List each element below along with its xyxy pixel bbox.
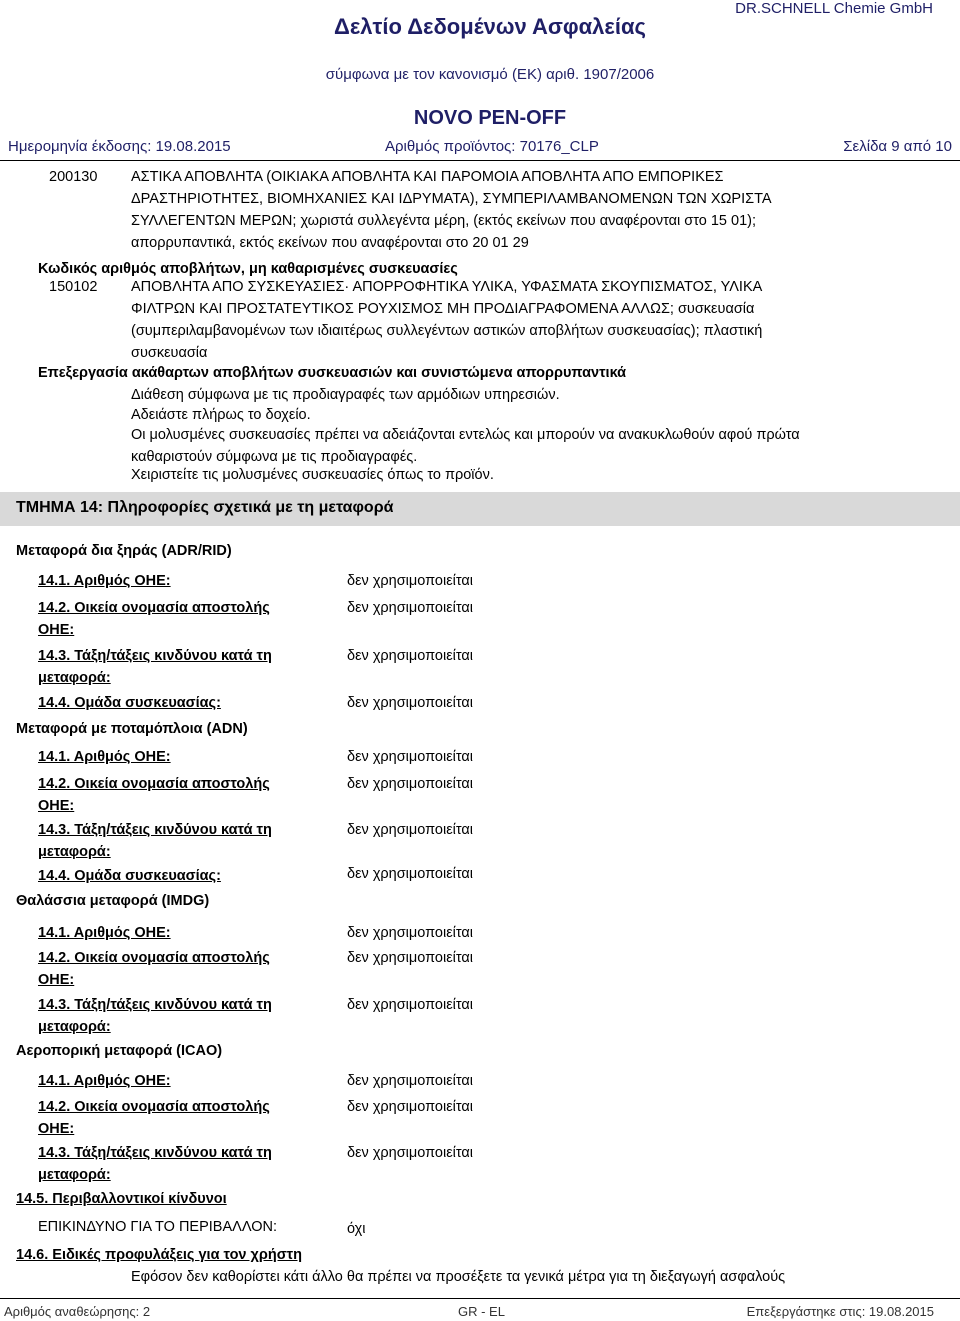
transport-group-heading: Θαλάσσια μεταφορά (IMDG) bbox=[16, 893, 210, 909]
transport-group-heading: Μεταφορά με ποταμόπλοια (ADN) bbox=[16, 721, 248, 737]
treatment-text: Διάθεση σύμφωνα με τις προδιαγραφές των αρμόδιων υπηρεσιών. bbox=[131, 387, 560, 403]
footer-divider bbox=[0, 1298, 960, 1299]
treatment-text: Χειριστείτε τις μολυσμένες συσκευασίες όπως το προϊόν. bbox=[131, 467, 494, 483]
hazard-class-value: δεν χρησιμοποιείται bbox=[347, 648, 474, 664]
packing-group-value: δεν χρησιμοποιείται bbox=[347, 695, 474, 711]
product-number: Αριθμός προϊόντος: 70176_CLP bbox=[385, 138, 599, 155]
language-code: GR - EL bbox=[458, 1304, 505, 1319]
edited-date: Επεξεργάστηκε στις: 19.08.2015 bbox=[746, 1304, 934, 1319]
hazard-class-value: δεν χρησιμοποιείται bbox=[347, 1145, 474, 1161]
header-divider bbox=[0, 160, 960, 161]
transport-group-heading: Αεροπορική μεταφορά (ICAO) bbox=[16, 1043, 223, 1059]
environmental-hazard-value: όχι bbox=[347, 1221, 366, 1237]
environmental-hazards-heading: 14.5. Περιβαλλοντικοί κίνδυνοι bbox=[16, 1191, 227, 1207]
company-name: DR.SCHNELL Chemie GmbH bbox=[735, 0, 933, 17]
packing-group-value: δεν χρησιμοποιείται bbox=[347, 866, 474, 882]
shipping-name-value: δεν χρησιμοποιείται bbox=[347, 600, 474, 616]
product-name: NOVO PEN-OFF bbox=[413, 107, 567, 129]
packaging-waste-description: ΑΠΟΒΛΗΤΑ ΑΠΟ ΣΥΣΚΕΥΑΣΙΕΣ· ΑΠΟΡΡΟΦΗΤΙΚΑ ΥΛΙΚΑ, ΥΦΑΣΜΑΤΑ ΣΚΟΥΠΙΣΜΑΤΟΣ, ΥΛΙΚΑ ΦΙΛΤΡΩΝ ΚΑΙ ΠΡΟΣΤΑΤΕΥΤΙΚΟΣ ΡΟΥΧΙΣΜΟΣ ΜΗ ΠΡΟΔΙΑΓΡΑΦΟΜΕΝΑ ΑΛΛΩΣ; συσκευασία (συμπεριλαμβανομένων των ιδιαιτέρως συλλεγέντων αστικών αποβλήτων συσκευασίας); πλαστική συσκευασία bbox=[131, 279, 763, 361]
un-number-label: 14.1. Αριθμός ΟΗΕ: bbox=[38, 1073, 171, 1089]
un-number-label: 14.1. Αριθμός ΟΗΕ: bbox=[38, 925, 171, 941]
un-number-value: δεν χρησιμοποιείται bbox=[347, 1073, 474, 1089]
hazard-class-value: δεν χρησιμοποιείται bbox=[347, 822, 474, 838]
environmental-hazard-label: ΕΠΙΚΙΝΔΥΝΟ ΓΙΑ ΤΟ ΠΕΡΙΒΑΛΛΟΝ: bbox=[38, 1219, 277, 1235]
regulation-line: σύμφωνα με τον κανονισμό (ΕΚ) αριθ. 1907/2006 bbox=[325, 66, 655, 83]
shipping-name-value: δεν χρησιμοποιείται bbox=[347, 1099, 474, 1115]
un-number-value: δεν χρησιμοποιείται bbox=[347, 573, 474, 589]
hazard-class-label: 14.3. Τάξη/τάξεις κινδύνου κατά τη μεταφορά: bbox=[38, 997, 272, 1035]
page-number: Σελίδα 9 από 10 bbox=[843, 138, 952, 155]
packing-group-label: 14.4. Ομάδα συσκευασίας: bbox=[38, 695, 221, 711]
un-number-value: δεν χρησιμοποιείται bbox=[347, 749, 474, 765]
section-title: ΤΜΗΜΑ 14: Πληροφορίες σχετικά με τη μεταφορά bbox=[16, 499, 394, 516]
uncleaned-packaging-heading: Κωδικός αριθμός αποβλήτων, μη καθαρισμένες συσκευασίες bbox=[38, 261, 458, 277]
transport-group-heading: Μεταφορά δια ξηράς (ADR/RID) bbox=[16, 543, 232, 559]
shipping-name-label: 14.2. Οικεία ονομασία αποστολής ΟΗΕ: bbox=[38, 1099, 270, 1137]
treatment-text: Αδειάστε πλήρως το δοχείο. bbox=[131, 407, 311, 423]
shipping-name-value: δεν χρησιμοποιείται bbox=[347, 950, 474, 966]
shipping-name-value: δεν χρησιμοποιείται bbox=[347, 776, 474, 792]
treatment-heading: Επεξεργασία ακάθαρτων αποβλήτων συσκευασιών και συνιστώμενα απορρυπαντικά bbox=[38, 365, 627, 381]
section-header bbox=[0, 492, 960, 526]
hazard-class-label: 14.3. Τάξη/τάξεις κινδύνου κατά τη μεταφορά: bbox=[38, 822, 272, 860]
shipping-name-label: 14.2. Οικεία ονομασία αποστολής ΟΗΕ: bbox=[38, 776, 270, 814]
issue-date: Ημερομηνία έκδοσης: 19.08.2015 bbox=[8, 138, 231, 155]
user-precautions-text: Εφόσον δεν καθορίστει κάτι άλλο θα πρέπει να προσέξετε τα γενικά μέτρα για τη διεξαγωγή ασφαλούς bbox=[131, 1269, 786, 1285]
un-number-value: δεν χρησιμοποιείται bbox=[347, 925, 474, 941]
packaging-waste-code: 150102 bbox=[49, 279, 98, 295]
revision-number: Αριθμός αναθεώρησης: 2 bbox=[4, 1304, 151, 1319]
hazard-class-label: 14.3. Τάξη/τάξεις κινδύνου κατά τη μεταφορά: bbox=[38, 648, 272, 686]
un-number-label: 14.1. Αριθμός ΟΗΕ: bbox=[38, 749, 171, 765]
shipping-name-label: 14.2. Οικεία ονομασία αποστολής ΟΗΕ: bbox=[38, 950, 270, 988]
un-number-label: 14.1. Αριθμός ΟΗΕ: bbox=[38, 573, 171, 589]
shipping-name-label: 14.2. Οικεία ονομασία αποστολής ΟΗΕ: bbox=[38, 600, 270, 638]
packing-group-label: 14.4. Ομάδα συσκευασίας: bbox=[38, 868, 221, 884]
treatment-text: Οι μολυσμένες συσκευασίες πρέπει να αδειάζονται εντελώς και μπορούν να ανακυκλωθούν αφού πρώτα καθαριστούν σύμφωνα με τις προδιαγραφές. bbox=[131, 427, 800, 465]
hazard-class-value: δεν χρησιμοποιείται bbox=[347, 997, 474, 1013]
document-title: Δελτίο Δεδομένων Ασφαλείας bbox=[334, 14, 646, 39]
waste-description: ΑΣΤΙΚΑ ΑΠΟΒΛΗΤΑ (ΟΙΚΙΑΚΑ ΑΠΟΒΛΗΤΑ ΚΑΙ ΠΑΡΟΜΟΙΑ ΑΠΟΒΛΗΤΑ ΑΠΟ ΕΜΠΟΡΙΚΕΣ ΔΡΑΣΤΗΡΙΟΤΗΤΕΣ, ΒΙΟΜΗΧΑΝΙΕΣ ΚΑΙ ΙΔΡΥΜΑΤΑ), ΣΥΜΠΕΡΙΛΑΜΒΑΝΟΜΕΝΩΝ ΤΩΝ ΧΩΡΙΣΤΑ ΣΥΛΛΕΓΕΝΤΩΝ ΜΕΡΩΝ; χωριστά συλλεγέντα μέρη, (εκτός εκείνων που αναφέρονται στο 15 01); απορρυπαντικά, εκτός εκείνων που αναφέρονται στο 20 01 29 bbox=[131, 169, 771, 251]
user-precautions-heading: 14.6. Ειδικές προφυλάξεις για τον χρήστη bbox=[16, 1247, 302, 1263]
waste-code: 200130 bbox=[49, 169, 98, 185]
hazard-class-label: 14.3. Τάξη/τάξεις κινδύνου κατά τη μεταφορά: bbox=[38, 1145, 272, 1183]
